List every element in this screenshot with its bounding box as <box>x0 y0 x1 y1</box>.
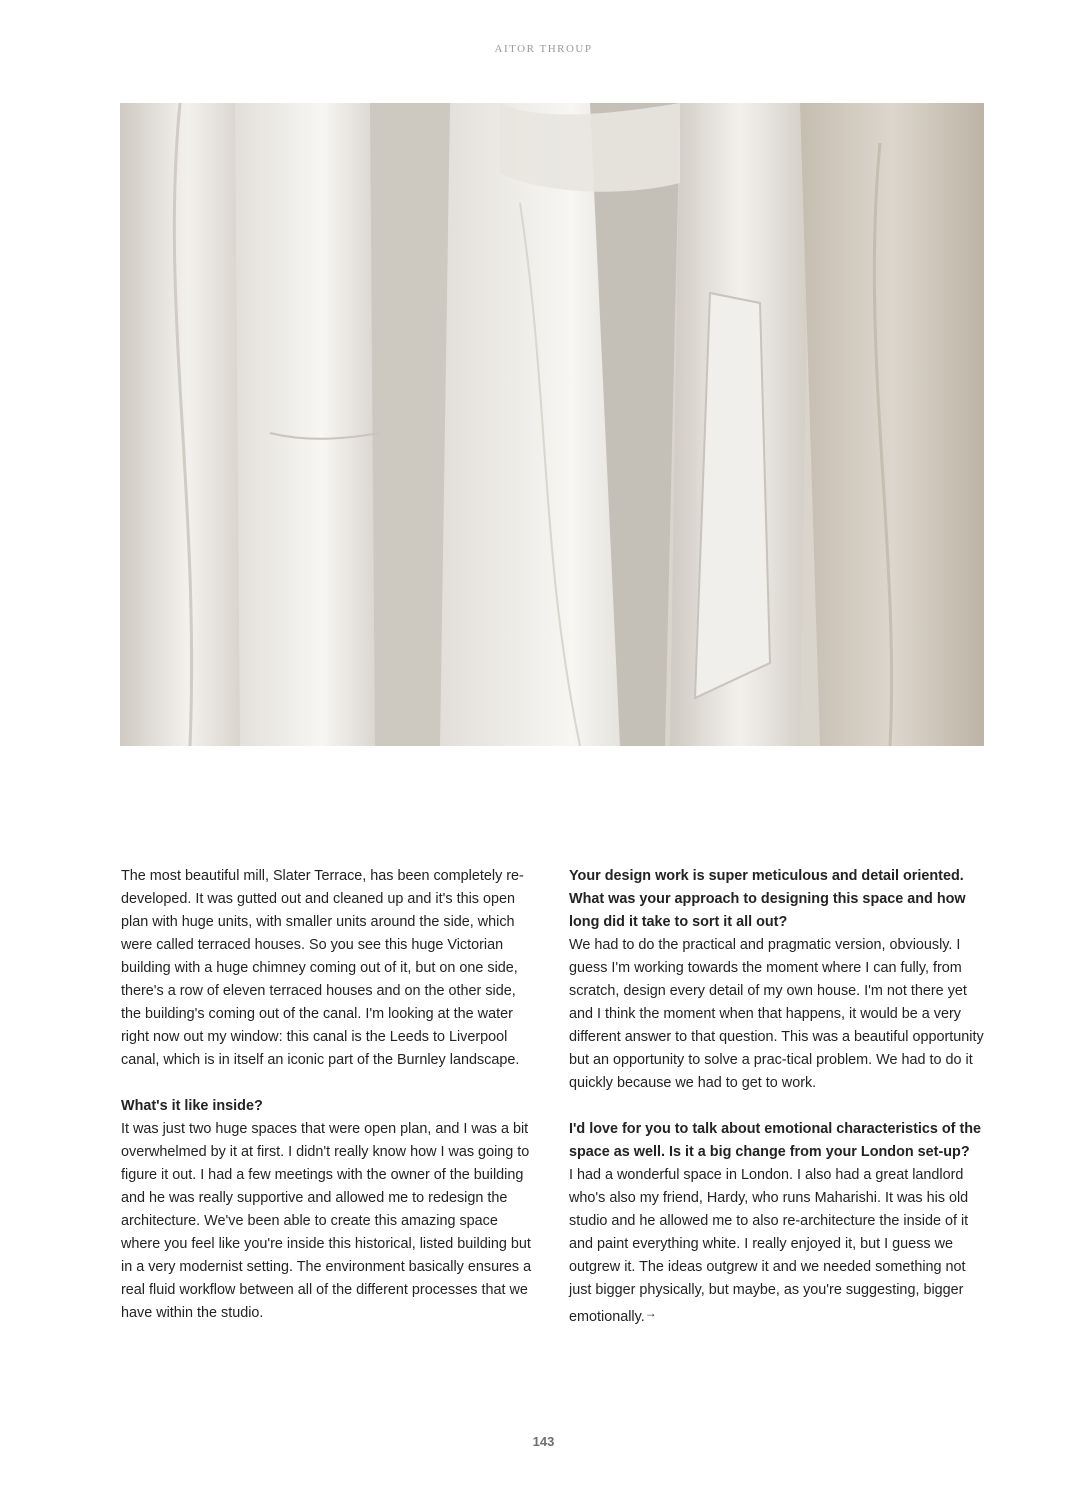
answer-emotional-characteristics <box>569 1164 987 1329</box>
left-column <box>121 865 539 1325</box>
running-head: AITOR THROUP <box>494 43 593 55</box>
answer-emotional-text: I had a wonderful space in London. I also had a great landlord who's also my friend, Hardy, who runs Maharishi. It was his old studio and he allowed me to also re-architecture the inside of it and paint everything white. I really enjoyed it, but I guess we outgrew it. The ideas outgrew it and we needed something not just bigger physically, but maybe, as you're suggesting, bigger emotionally. <box>569 1167 969 1325</box>
right-column <box>569 865 987 1329</box>
hanging-garments-photo <box>120 103 984 746</box>
continue-arrow-icon: → <box>644 1306 657 1320</box>
question-emotional-characteristics: I'd love for you to talk about emotional characteristics of the space as well. Is it a big change from your London set-up? <box>569 1121 982 1160</box>
page-number: 143 <box>532 1434 555 1449</box>
question-design-approach: Your design work is super meticulous and detail oriented. What was your approach to designing this space and how long did it take to sort it all out? <box>569 868 966 930</box>
intro-paragraph: The most beautiful mill, Slater Terrace, has been completely re-developed. It was gutted out and cleaned up and it's this open plan with huge units, with smaller units around the side, which were called terraced houses. So you see this huge Victorian building with a huge chimney coming out of it, but on one side, there's a row of eleven terraced houses and on the other side, the building's coming out of the canal. I'm looking at the water right now out my window: this canal is the Leeds to Liverpool canal, which is in itself an iconic part of the Burnley landscape. <box>121 868 524 1068</box>
question-inside: What's it like inside? <box>121 1098 263 1114</box>
answer-inside: It was just two huge spaces that were open plan, and I was a bit overwhelmed by it at first. I didn't really know how I was going to figure it out. I had a few meetings with the owner of the building and he was really supportive and allowed me to redesign the architecture. We've been able to create this amazing space where you feel like you're inside this historical, listed building but in a very modernist setting. The environment basically ensures a real fluid workflow between all of the different processes that we have within the studio. <box>121 1121 532 1321</box>
answer-design-approach: We had to do the practical and pragmatic version, obviously. I guess I'm working towards the moment where I can fully, from scratch, design every detail of my own house. I'm not there yet and I think the moment when that happens, it would be a very different answer to that question. This was a beautiful opportunity but an opportunity to solve a prac-tical problem. We had to do it quickly because we had to get to work. <box>569 937 984 1091</box>
